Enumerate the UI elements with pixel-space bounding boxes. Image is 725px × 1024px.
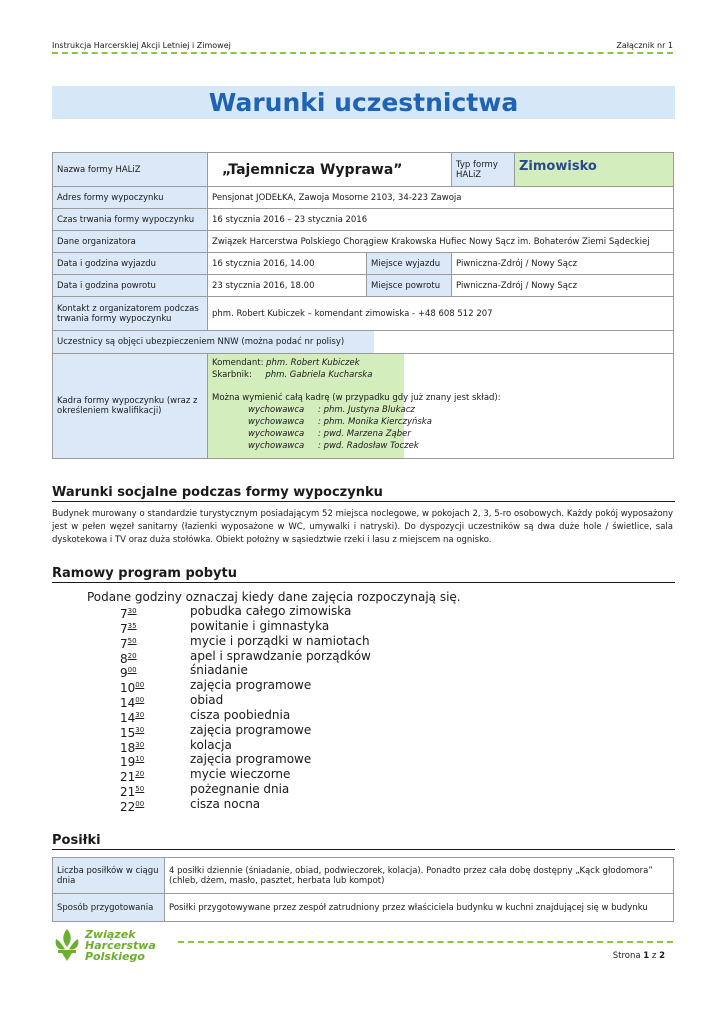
address-value: Pensjonat JODEŁKA, Zawoja Mosorne 2103, 34-223 Zawoja: [208, 187, 674, 209]
title-bar: [52, 86, 675, 119]
page-number: Strona 1 z 2: [612, 951, 665, 961]
staff-role: wychowawca: [248, 428, 305, 439]
commander-value: phm. Robert Kubiczek: [266, 358, 360, 368]
logo-line2: Harcerstwa: [85, 938, 156, 952]
staff-role: wychowawca: [248, 416, 305, 427]
meals-count-value: 4 posiłki dziennie (śniadanie, obiad, podwieczorek, kolacja). Ponadto przez cała dobę dostępny „Kąck głodomora” (chleb, dżem, masło, pasztet, herbata lub kompot): [165, 858, 674, 894]
staff-role: wychowawca: [248, 405, 305, 416]
schedule-row: $21^{20}$ mycie wieczorne: [120, 767, 291, 785]
meals-table: [52, 857, 674, 922]
schedule-row: $7^{35}$ powitanie i gimnastyka: [120, 618, 330, 636]
meals-heading: Posiłki: [52, 833, 675, 850]
depart-place-label: Miejsce wyjazdu: [367, 253, 452, 275]
organizer-label: Dane organizatora: [53, 231, 208, 253]
form-table: [52, 152, 674, 459]
zhp-logo: [52, 927, 156, 963]
header-right: Załącznik nr 1: [616, 41, 673, 50]
return-place-value: Piwniczna-Zdrój / Nowy Sącz: [452, 275, 674, 297]
type-value: Zimowisko: [519, 159, 597, 174]
treasurer-value: phm. Gabriela Kucharska: [265, 369, 373, 380]
organizer-value: Związek Harcerstwa Polskiego Chorągiew Krakowska Hufiec Nowy Sącz im. Bohaterów Ziemi Sądeckiej: [208, 231, 674, 253]
schedule-row: $15^{30}$ zajęcia programowe: [120, 722, 312, 740]
staff-name: : pwd. Marzena Ząber: [318, 428, 411, 439]
insurance-note: Uczestnicy są objęci ubezpieczeniem NNW (można podać nr polisy): [53, 331, 374, 353]
staff-name: : phm. Monika Kierczyńska: [318, 416, 432, 427]
social-text: Budynek murowany o standardzie turystycznym posiadającym 52 miejsca noclegowe, w pokojach 2, 3, 5-ro osobowych. Każdy pokój wyposażony jest w pełen węzeł sanitarny (łazienki wyposażone w WC, umywalki i natryski). Do dyspozycji uczestników są dwa duże hole / świetlice, sala dyskotekowa i TV oraz duża stołówka. Obiekt położny w sąsiedztwie rzeki i lasu z miejscem na ognisko.: [52, 509, 673, 545]
staff-list: [212, 358, 501, 452]
depart-value: 16 stycznia 2016, 14.00: [208, 253, 367, 275]
meals-count-label: Liczba posiłków w ciągu dnia: [53, 858, 165, 894]
logo-line1: Związek: [85, 927, 136, 941]
name-label: Nazwa formy HALiZ: [53, 153, 208, 187]
header-divider: [52, 52, 673, 54]
schedule-row: $7^{50}$ mycie i porządki w namiotach: [120, 633, 370, 651]
page-title: Warunki uczestnictwa: [208, 88, 519, 117]
duration-label: Czas trwania formy wypoczynku: [53, 209, 208, 231]
schedule-row: $14^{00}$ obiad: [120, 693, 224, 711]
depart-label: Data i godzina wyjazdu: [53, 253, 208, 275]
staff-label: Kadra formy wypoczynku (wraz z określeniem kwalifikacji): [53, 354, 208, 459]
depart-place-value: Piwniczna-Zdrój / Nowy Sącz: [452, 253, 674, 275]
contact-value: phm. Robert Kubiczek – komendant zimowiska - +48 608 512 207: [208, 297, 674, 331]
meals-prep-value: Posiłki przygotowywane przez zespół zatrudniony przez właściciela budynku w kuchni znajdującej się w budynku: [165, 894, 674, 922]
schedule-row: $7^{30}$ pobudka całego zimowiska: [120, 604, 352, 621]
header-left: Instrukcja Harcerskiej Akcji Letniej i Zimowej: [52, 41, 231, 50]
footer-divider: [178, 941, 673, 943]
schedule-row: $14^{30}$ cisza poobiednia: [120, 707, 291, 725]
schedule-row: $19^{10}$ zajęcia programowe: [120, 752, 312, 770]
meals-prep-label: Sposób przygotowania: [53, 894, 165, 922]
staff-name: : pwd. Radosław Toczek: [318, 440, 419, 451]
duration-value: 16 stycznia 2016 – 23 stycznia 2016: [208, 209, 674, 231]
staff-name: : phm. Justyna Blukacz: [318, 405, 415, 416]
page-header: [52, 41, 673, 50]
treasurer-label: Skarbnik:: [212, 369, 252, 380]
contact-label: Kontakt z organizatorem podczas trwania formy wypoczynku: [53, 297, 208, 331]
commander-label: Komendant:: [212, 358, 264, 368]
staff-note: Można wymienić całą kadrę (w przypadku gdy już znany jest skład):: [212, 393, 501, 404]
name-value: „Tajemnicza Wyprawa”: [222, 161, 403, 178]
social-heading: Warunki socjalne podczas formy wypoczynku: [52, 485, 675, 502]
schedule-row: $10^{00}$ zajęcia programowe: [120, 678, 312, 696]
return-value: 23 stycznia 2016, 18.00: [208, 275, 367, 297]
logo-line3: Polskiego: [85, 949, 145, 963]
type-label: Typ formy HALiZ: [452, 153, 515, 187]
schedule-row: $22^{00}$ cisza nocna: [120, 796, 261, 814]
return-label: Data i godzina powrotu: [53, 275, 208, 297]
schedule-row: $9^{00}$ śniadanie: [120, 663, 248, 681]
program-schedule: [120, 604, 371, 812]
lily-icon: [52, 927, 82, 963]
schedule-row: $21^{50}$ pożegnanie dnia: [120, 782, 290, 800]
schedule-row: $18^{30}$ kolacja: [120, 737, 232, 755]
program-heading: Ramowy program pobytu: [52, 566, 675, 583]
staff-role: wychowawca: [248, 440, 305, 451]
return-place-label: Miejsce powrotu: [367, 275, 452, 297]
program-intro: Podane godziny oznaczaj kiedy dane zajęcia rozpoczynają się.: [87, 590, 461, 604]
address-label: Adres formy wypoczynku: [53, 187, 208, 209]
schedule-row: $8^{20}$ apel i sprawdzanie porządków: [120, 648, 371, 666]
